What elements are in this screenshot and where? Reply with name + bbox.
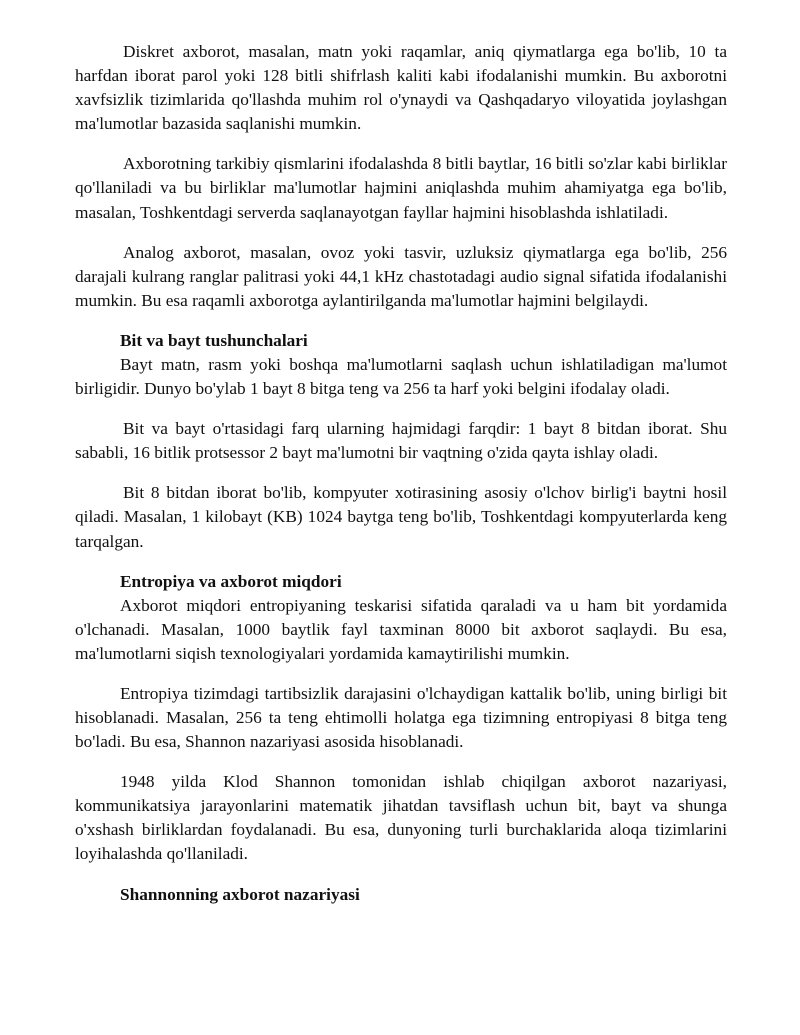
paragraph-shannon-1948: 1948 yilda Klod Shannon tomonidan ishlab chiqilgan axborot nazariyasi, kommunikatsiya jarayonlarini matematik jihatdan tavsiflash uchun bit, bayt va shunga o'xshash birliklardan foydalanadi. Bu esa, dunyoning turli burchaklarida aloqa tizimlarini loyihalashda qo'llaniladi.: [75, 772, 727, 864]
paragraph-discrete-information: Diskret axborot, masalan, matn yoki raqamlar, aniq qiymatlarga ega bo'lib, 10 ta harfdan iborat parol yoki 128 bitli shifrlash kaliti kabi ifodalanishi mumkin. Bu axborotni xavfsizlik tizimlarida qo'llashda muhim rol o'ynaydi va Qashqadaryo viloyatida joylashgan ma'lumotlar bazasida saqlanishi mumkin.: [75, 42, 727, 134]
paragraph-kilobyte: Bit 8 bitdan iborat bo'lib, kompyuter xotirasining asosiy o'lchov birlig'i baytni hosil qiladi. Masalan, 1 kilobayt (KB) 1024 baytga teng bo'lib, Toshkentdagi kompyuterlarda keng tarqalgan.: [75, 483, 727, 551]
paragraph-entropy-definition: Entropiya tizimdagi tartibsizlik darajasini o'lchaydigan kattalik bo'lib, uning birligi bit hisoblanadi. Masalan, 256 ta teng ehtimolli holatga ega tizimning entropiyasi 8 bitga teng bo'ladi. Bu esa, Shannon nazariyasi asosida hisoblanadi.: [75, 683, 727, 752]
paragraph-information-amount: Axborot miqdori entropiyaning teskarisi sifatida qaraladi va u ham bit yordamida o'lchanadi. Masalan, 1000 baytlik fayl taxminan 8000 bit axborot saqlaydi. Bu esa, ma'lumotlarni siqish texnologiyalari yordamida kamaytirilishi mumkin.: [75, 595, 727, 663]
heading-entropy: Entropiya va axborot miqdori: [120, 571, 342, 591]
heading-shannon-theory: Shannonning axborot nazariyasi: [120, 884, 360, 904]
heading-bit-byte: Bit va bayt tushunchalari: [120, 330, 308, 350]
paragraph-information-units: Axborotning tarkibiy qismlarini ifodalashda 8 bitli baytlar, 16 bitli so'zlar kabi birliklar qo'llaniladi va bu birliklar ma'lumotlar hajmini aniqlashda muhim ahamiyatga ega bo'lib, masalan, Toshkentdagi serverda saqlanayotgan fayllar hajmini hisoblashda ishlatiladi.: [75, 154, 727, 222]
paragraph-bit-byte-difference: Bit va bayt o'rtasidagi farq ularning hajmidagi farqdir: 1 bayt 8 bitdan iborat. Shu sababli, 16 bitlik protsessor 2 bayt ma'lumotni bir vaqtning o'zida qayta ishlay oladi.: [75, 419, 727, 463]
paragraph-analog-information: Analog axborot, masalan, ovoz yoki tasvir, uzluksiz qiymatlarga ega bo'lib, 256 darajali kulrang ranglar palitrasi yoki 44,1 kHz chastotadagi audio signal sifatida ifodalanishi mumkin. Bu esa raqamli axborotga aylantirilganda ma'lumotlar hajmini belgilaydi.: [75, 242, 727, 310]
document-page: [75, 40, 727, 907]
paragraph-byte-definition: Bayt matn, rasm yoki boshqa ma'lumotlarni saqlash uchun ishlatiladigan ma'lumot birligidir. Dunyo bo'ylab 1 bayt 8 bitga teng va 256 ta harf yoki belgini ifodalay oladi.: [75, 354, 727, 399]
